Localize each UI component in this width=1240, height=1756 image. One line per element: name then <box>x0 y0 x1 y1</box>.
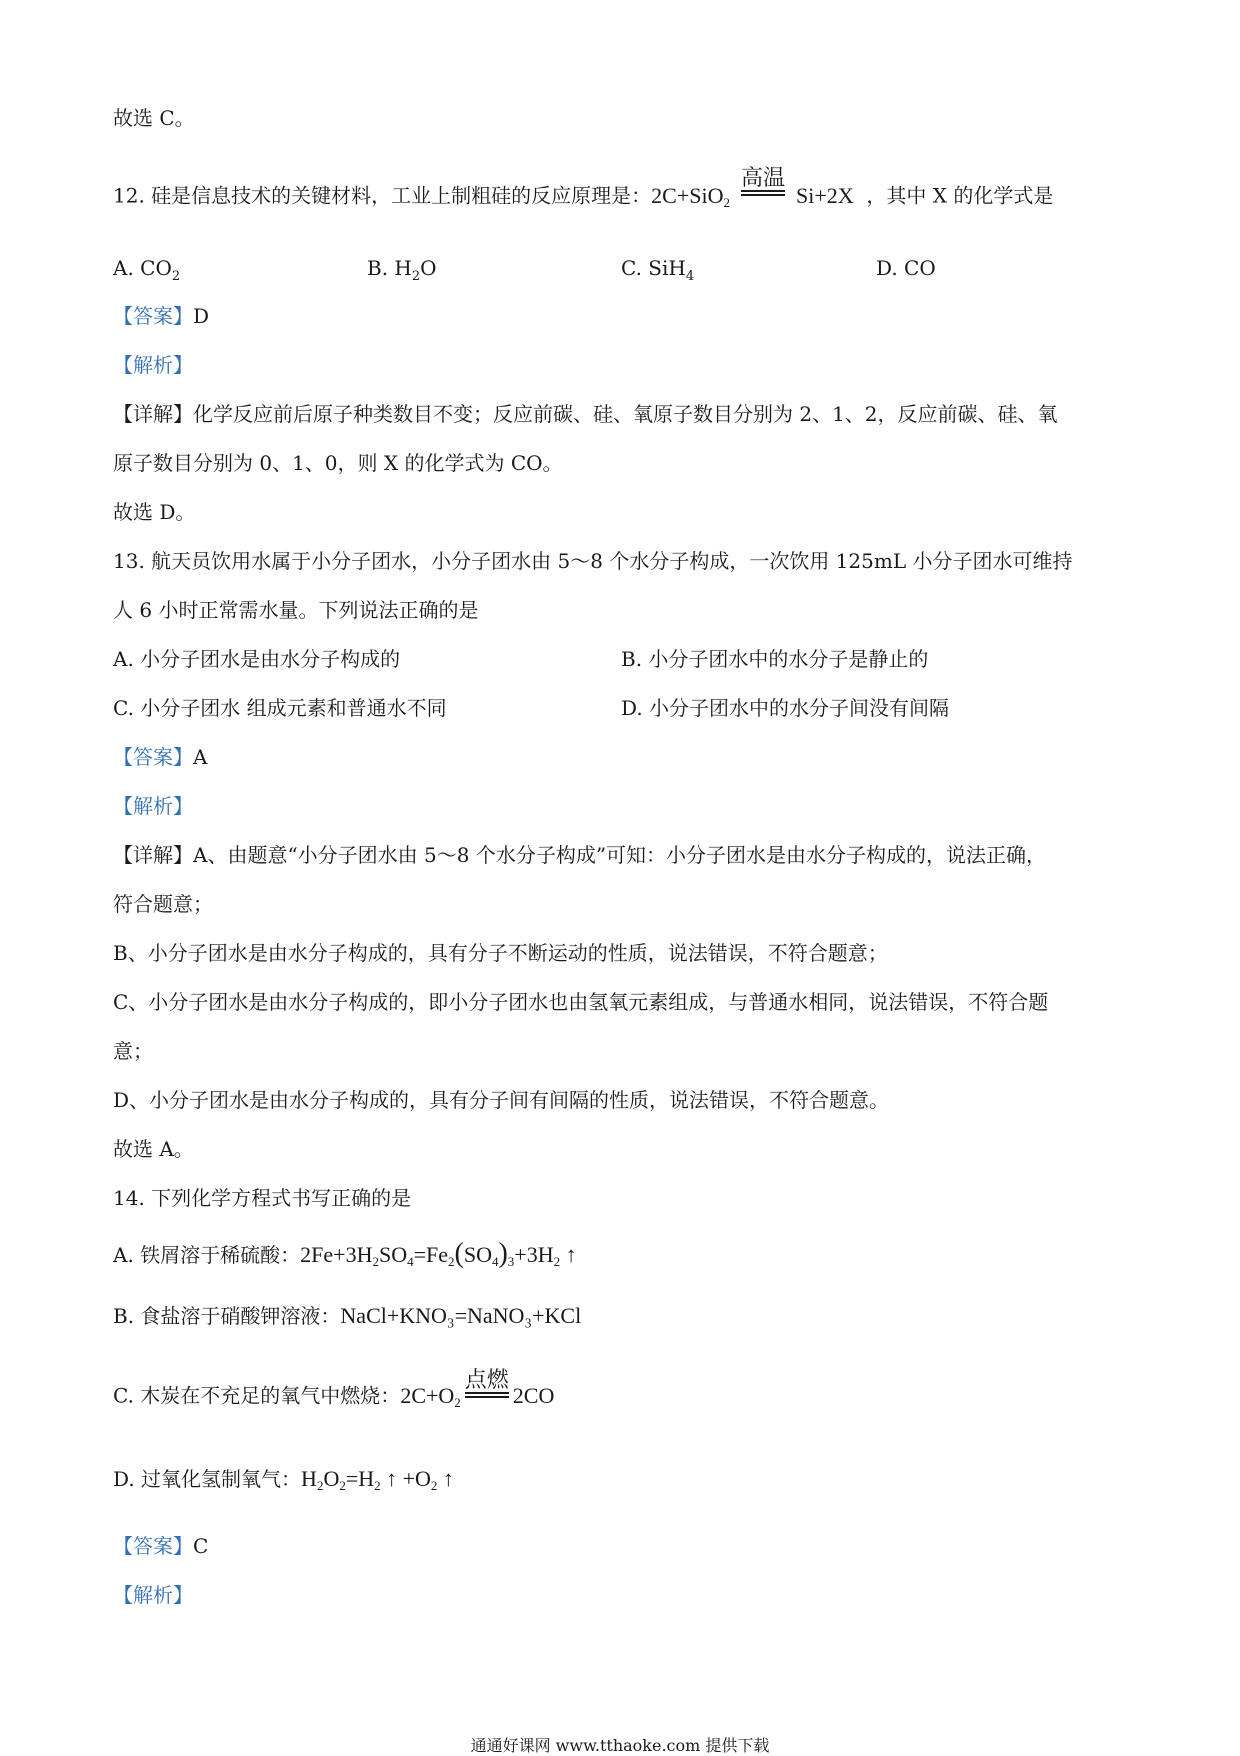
page-footer: 通通好课网 www.tthaoke.com 提供下载 <box>470 1736 770 1755</box>
q14-option-a-equation: $2Fe+3H_2SO_4=Fe_2(SO_4)_3+3H_2$ ↑ <box>300 1238 577 1269</box>
q14-option-b-equation: NaCl+KNO₃=NaNO₃+KCl <box>340 1303 582 1328</box>
q14-option-c-equation: $2C+O_2$ 点燃 2CO <box>400 1367 555 1410</box>
q12-eq-left-sub: 2 <box>723 194 730 210</box>
q14-option-d: D. 过氧化氢制氧气：$H_2O_2=H_2$ ↑ $+O_2$ ↑ <box>113 1466 454 1493</box>
q14-stem: 14. 下列化学方程式书写正确的是 <box>113 1186 412 1210</box>
q13-detail-line1: 【详解】A、由题意“小分子团水由 5～8 个水分子构成”可知：小分子团水是由水分子构成的，说法正确， <box>113 843 1047 867</box>
q12-analysis-label: 【解析】 <box>113 353 193 377</box>
q12-option-c: C. SiH$_4$ <box>621 256 695 284</box>
q13-analysis-label: 【解析】 <box>113 794 193 818</box>
answer-value: A <box>193 745 208 769</box>
q12-detail-line2: 原子数目分别为 0、1、0，则 X 的化学式为 CO。 <box>113 451 563 475</box>
q14-option-c: C. 木炭在不充足的氧气中燃烧：$2C+O_2$ 点燃 2CO <box>113 1367 555 1410</box>
q13-stem-line2: 人 6 小时正常需水量。下列说法正确的是 <box>113 598 479 622</box>
q12-stem <box>113 165 1054 212</box>
q13-detail-line6: D、小分子团水是由水分子构成的，具有分子间有间隔的性质，说法错误，不符合题意。 <box>113 1088 890 1112</box>
q12-stem-prefix: 12. 硅是信息技术的关键材料，工业上制粗硅的反应原理是： <box>113 183 652 208</box>
q14-answer <box>113 1536 208 1556</box>
answer-value: C <box>193 1534 209 1558</box>
detail-label: 【详解】 <box>113 402 193 426</box>
double-line <box>465 1392 509 1398</box>
q14-analysis-label: 【解析】 <box>113 1583 193 1607</box>
q13-detail-line2: 符合题意； <box>113 892 213 916</box>
q12-eq-condition: 高温 <box>741 167 785 196</box>
q13-detail-line3: B、小分子团水是由水分子构成的，具有分子不断运动的性质，说法错误，不符合题意； <box>113 941 888 965</box>
q13-detail-line5: 意； <box>113 1039 153 1063</box>
previous-conclusion: 故选 C。 <box>113 106 195 130</box>
q13-stem-line1: 13. 航天员饮用水属于小分子团水，小分子团水由 5～8 个水分子构成，一次饮用 125mL 小分子团水可维持 <box>113 549 1073 573</box>
answer-value: D <box>193 304 210 328</box>
q14-option-a: A. 铁屑溶于稀硫酸：$2Fe+3H_2SO_4=Fe_2(SO_4)_3+3H_2$ ↑ <box>113 1238 577 1269</box>
answer-label: 【答案】 <box>113 745 193 769</box>
q13-conclusion: 故选 A。 <box>113 1137 194 1161</box>
q12-option-d: D. CO <box>876 256 936 280</box>
q13-answer <box>113 747 207 767</box>
answer-label: 【答案】 <box>113 1534 193 1558</box>
q12-answer <box>113 306 209 326</box>
double-line <box>741 190 785 196</box>
q12-option-b: B. $H_2O$ <box>367 256 437 284</box>
q13-option-c: C. 小分子团水 组成元素和普通水不同 <box>113 696 447 720</box>
q12-option-a: A. $CO_2$ <box>113 256 181 284</box>
q12-detail-line1: 【详解】化学反应前后原子种类数目不变；反应前碳、硅、氧原子数目分别为 2、1、2，反应前碳、硅、氧 <box>113 402 1058 426</box>
q14-option-b: B. 食盐溶于硝酸钾溶液：NaCl+KNO₃=NaNO₃+KCl <box>113 1303 582 1328</box>
q13-option-d: D. 小分子团水中的水分子间没有间隔 <box>621 696 950 720</box>
q13-detail-line4: C、小分子团水是由水分子构成的，即小分子团水也由氢氧元素组成，与普通水相同，说法错误，不符合题 <box>113 990 1049 1014</box>
q14-option-d-equation: $H_2O_2=H_2$ ↑ $+O_2$ ↑ <box>301 1466 454 1493</box>
q13-option-a: A. 小分子团水是由水分子构成的 <box>113 647 401 671</box>
answer-label: 【答案】 <box>113 304 193 328</box>
detail-label: 【详解】 <box>113 843 193 867</box>
q14-eq-condition: 点燃 <box>465 1369 509 1398</box>
q13-option-b: B. 小分子团水中的水分子是静止的 <box>621 647 929 671</box>
q12-conclusion: 故选 D。 <box>113 500 196 524</box>
q12-eq-right: Si+2X <box>796 182 854 208</box>
q12-stem-suffix: ，其中 X 的化学式是 <box>866 183 1054 208</box>
q12-eq-left: 2C+SiO <box>651 182 724 208</box>
q12-equation <box>651 165 854 210</box>
